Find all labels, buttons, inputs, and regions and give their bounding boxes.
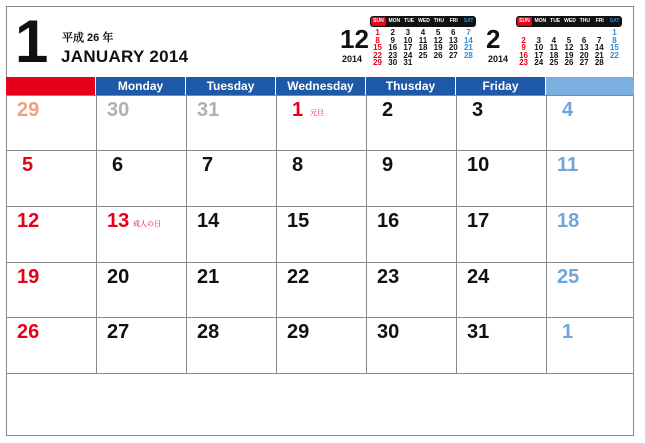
- mini-weekday-label: SAT: [463, 18, 474, 24]
- mini-date: 25: [418, 50, 428, 60]
- day-number: 15: [287, 210, 310, 232]
- mini-date: 22: [609, 50, 619, 60]
- day-number: 11: [557, 154, 579, 176]
- weekday-header-label: Wednesday: [287, 79, 354, 93]
- mini-date: 4: [420, 28, 426, 37]
- mini-date: 7: [466, 28, 471, 37]
- mini-weekday-header: [516, 16, 622, 27]
- mini-weekday-label: MON: [534, 18, 547, 24]
- mini-week-row: [370, 52, 476, 60]
- day-number: 31: [467, 321, 490, 343]
- mini-year: 2014: [488, 54, 509, 64]
- mini-date: 21: [594, 50, 604, 60]
- mini-date: 10: [534, 43, 544, 52]
- mini-date: 15: [373, 43, 383, 52]
- mini-date: 16: [388, 43, 398, 52]
- day-number: 30: [377, 321, 400, 343]
- mini-weekday-label: SUN: [517, 17, 532, 26]
- day-cell[interactable]: [546, 206, 634, 261]
- mini-weekday-label: FRI: [449, 18, 458, 24]
- day-cell[interactable]: [6, 206, 96, 261]
- holiday-note: 元旦: [310, 110, 324, 117]
- day-number: 19: [17, 266, 40, 288]
- mini-weekday-label: SAT: [609, 18, 620, 24]
- weekday-header: [186, 77, 275, 95]
- mini-date: 5: [566, 35, 572, 45]
- day-cell[interactable]: [96, 95, 186, 150]
- mini-date: 6: [581, 35, 587, 45]
- mini-date: [431, 59, 446, 67]
- mini-weekday-label: MON: [388, 18, 401, 24]
- day-cell[interactable]: [6, 317, 96, 372]
- weekday-header: [276, 77, 365, 95]
- weekday-header: [366, 77, 455, 95]
- day-cell[interactable]: [276, 206, 366, 261]
- day-number: 6: [112, 154, 124, 176]
- mini-date: 2: [390, 28, 395, 37]
- day-cell[interactable]: [456, 206, 546, 261]
- mini-date: 8: [612, 35, 617, 45]
- weekday-header-label: Tuesday: [206, 79, 255, 93]
- day-number: 23: [377, 266, 400, 288]
- mini-weekday-label: FRI: [595, 18, 604, 24]
- day-cell[interactable]: [546, 317, 634, 372]
- mini-date: 22: [373, 50, 383, 60]
- weekday-header-label: Thusday: [385, 79, 436, 93]
- weekday-header: [456, 77, 545, 95]
- day-number: 27: [107, 321, 130, 343]
- day-cell[interactable]: [456, 262, 546, 317]
- day-cell[interactable]: [6, 95, 96, 150]
- mini-month-number: 12: [340, 24, 369, 54]
- mini-date: 23: [519, 58, 529, 67]
- mini-date: 6: [451, 28, 456, 37]
- day-cell[interactable]: [456, 317, 546, 372]
- day-cell[interactable]: [276, 95, 366, 150]
- day-number: 28: [197, 321, 220, 343]
- day-number: 14: [197, 210, 220, 232]
- weekday-header-label: Friday: [482, 79, 519, 93]
- mini-date: 20: [448, 43, 458, 52]
- mini-date: [446, 59, 461, 67]
- day-number: 12: [17, 210, 40, 232]
- mini-date: 7: [597, 35, 602, 45]
- mini-week-row: [516, 59, 622, 67]
- day-cell[interactable]: [6, 150, 96, 205]
- day-number: 26: [17, 321, 40, 343]
- mini-date: 1: [612, 28, 617, 37]
- mini-week-row: [370, 59, 476, 67]
- mini-date: 4: [551, 35, 557, 45]
- day-cell[interactable]: [276, 150, 366, 205]
- day-number: 8: [292, 154, 304, 176]
- mini-date: 29: [373, 58, 383, 67]
- day-number: 3: [472, 99, 484, 121]
- holiday-note: 成人の日: [133, 221, 161, 228]
- day-cell[interactable]: [96, 206, 186, 261]
- day-number: 29: [17, 99, 40, 121]
- mini-date: 25: [549, 58, 559, 67]
- mini-date: 24: [534, 58, 544, 67]
- mini-date: 23: [388, 50, 398, 60]
- mini-weekday-label: TUE: [550, 18, 561, 24]
- day-number: 21: [197, 266, 220, 288]
- weekday-header-label: Monday: [117, 79, 164, 93]
- day-number: 17: [467, 210, 490, 232]
- mini-weekday-header: [370, 16, 476, 27]
- day-number: 30: [107, 99, 130, 121]
- mini-weekday-label: THU: [433, 18, 444, 24]
- day-number: 18: [557, 210, 580, 232]
- mini-date: 13: [579, 43, 589, 52]
- mini-date: 9: [390, 35, 395, 45]
- mini-date: 8: [375, 35, 380, 45]
- day-number: 4: [562, 99, 574, 121]
- mini-date: 12: [564, 43, 574, 52]
- mini-date: 18: [549, 50, 559, 60]
- month-number: 1: [15, 8, 49, 75]
- mini-date: 27: [448, 50, 458, 60]
- mini-date: 3: [405, 28, 411, 37]
- day-cell[interactable]: [96, 150, 186, 205]
- mini-date: 27: [579, 58, 589, 67]
- mini-date: 31: [403, 58, 413, 67]
- day-number: 7: [202, 154, 214, 176]
- mini-weekday-label: SUN: [371, 17, 386, 26]
- mini-month-number: 2: [486, 24, 501, 54]
- day-number: 5: [22, 154, 34, 176]
- mini-date: [607, 59, 622, 67]
- day-cell[interactable]: [96, 262, 186, 317]
- weekday-header: [546, 77, 634, 95]
- mini-date: 3: [536, 35, 541, 45]
- mini-weekday-label: WED: [564, 18, 576, 24]
- grid-horizontal-line: [6, 373, 634, 374]
- mini-date: 11: [418, 35, 428, 45]
- mini-weekday-label: THU: [579, 18, 590, 24]
- day-cell[interactable]: [366, 95, 456, 150]
- day-cell[interactable]: [366, 262, 456, 317]
- mini-date: 19: [433, 43, 443, 52]
- month-title: JANUARY 2014: [61, 47, 189, 66]
- mini-date: 2: [521, 35, 526, 45]
- mini-date: 19: [564, 50, 574, 60]
- mini-date-grid: [370, 29, 476, 67]
- mini-date: [415, 59, 430, 67]
- day-number: 9: [382, 154, 394, 176]
- mini-date: 16: [519, 50, 529, 60]
- mini-date: 15: [609, 43, 619, 52]
- mini-date: 14: [594, 43, 604, 52]
- mini-date: 21: [463, 43, 473, 52]
- mini-date: 24: [403, 50, 413, 60]
- day-cell[interactable]: [546, 95, 634, 150]
- mini-weekday-label: WED: [418, 18, 430, 24]
- day-number: 20: [107, 266, 130, 288]
- mini-date: 12: [433, 35, 443, 45]
- day-number: 29: [287, 321, 310, 343]
- mini-date: 26: [433, 50, 443, 60]
- mini-year: 2014: [342, 54, 363, 64]
- day-cell[interactable]: [276, 317, 366, 372]
- mini-date: 30: [388, 58, 398, 67]
- day-cell[interactable]: [366, 206, 456, 261]
- day-cell[interactable]: [546, 150, 634, 205]
- day-cell[interactable]: [366, 317, 456, 372]
- mini-weekday-label: TUE: [404, 18, 415, 24]
- day-number: 13: [107, 210, 130, 232]
- mini-date: 20: [579, 50, 589, 60]
- mini-date: 26: [564, 58, 574, 67]
- day-number: 10: [467, 154, 490, 176]
- day-cell[interactable]: [186, 317, 276, 372]
- mini-date: 18: [418, 43, 428, 52]
- day-cell[interactable]: [276, 262, 366, 317]
- weekday-header: [96, 77, 185, 95]
- day-cell[interactable]: [186, 206, 276, 261]
- day-cell[interactable]: [456, 150, 546, 205]
- day-number: 1: [292, 99, 304, 121]
- day-number: 24: [467, 266, 490, 288]
- day-number: 1: [562, 321, 574, 343]
- day-number: 16: [377, 210, 400, 232]
- mini-date: 17: [534, 50, 544, 60]
- day-number: 25: [557, 266, 580, 288]
- weekday-header: [6, 77, 95, 95]
- day-cell[interactable]: [366, 150, 456, 205]
- day-cell[interactable]: [96, 317, 186, 372]
- mini-date: 13: [448, 35, 458, 45]
- mini-date: 28: [594, 58, 604, 67]
- mini-date: 14: [463, 35, 473, 45]
- day-number: 22: [287, 266, 310, 288]
- day-number: 31: [197, 99, 220, 121]
- day-cell[interactable]: [456, 95, 546, 150]
- day-cell[interactable]: [546, 262, 634, 317]
- day-cell[interactable]: [6, 262, 96, 317]
- mini-date: 5: [435, 28, 441, 37]
- era-label: 平成 26 年: [62, 32, 114, 44]
- day-cell[interactable]: [186, 95, 276, 150]
- day-cell[interactable]: [186, 262, 276, 317]
- mini-date-grid: [516, 29, 622, 67]
- mini-date: 28: [463, 50, 473, 60]
- mini-date: 1: [375, 28, 380, 37]
- day-cell[interactable]: [186, 150, 276, 205]
- day-number: 2: [382, 99, 394, 121]
- mini-date: 9: [521, 43, 526, 52]
- mini-date: 10: [403, 35, 413, 45]
- mini-date: 17: [403, 43, 413, 52]
- mini-date: [461, 59, 476, 67]
- mini-date: 11: [549, 43, 559, 52]
